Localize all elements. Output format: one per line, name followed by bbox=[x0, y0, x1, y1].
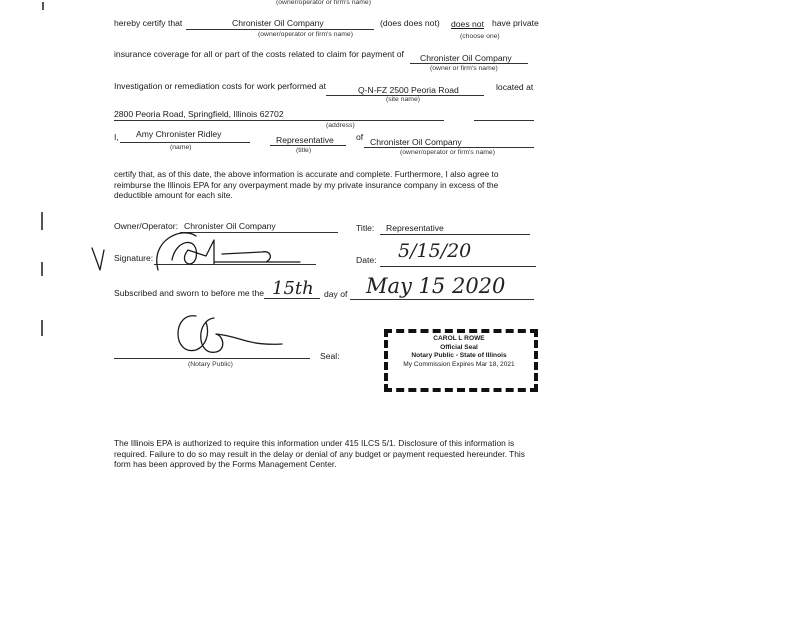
owner-value: Chronister Oil Company bbox=[184, 221, 276, 231]
seal-label: Seal: bbox=[320, 351, 340, 361]
sworn-day: 15th bbox=[272, 278, 314, 299]
date-value: 5/15/20 bbox=[398, 240, 472, 262]
i-prefix: I, bbox=[114, 132, 119, 142]
site-address: 2800 Peoria Road, Springfield, Illinois 62702 bbox=[114, 109, 284, 119]
sworn-label: Subscribed and sworn to before me the bbox=[114, 288, 265, 298]
day-of-label: day of bbox=[324, 289, 348, 299]
seal-line-1: CAROL L ROWE bbox=[433, 335, 485, 342]
row4-caption: (address) bbox=[326, 122, 355, 129]
date-label: Date: bbox=[356, 255, 377, 265]
have-private: have private bbox=[492, 18, 539, 28]
caption-title: (title) bbox=[296, 147, 312, 154]
seal-line-2: Official Seal bbox=[440, 343, 478, 351]
signer-title: Representative bbox=[276, 135, 334, 145]
certify-name: Chronister Oil Company bbox=[232, 18, 324, 28]
row3-caption: (site name) bbox=[386, 96, 420, 103]
located-at: located at bbox=[496, 82, 534, 92]
insurance-name: Chronister Oil Company bbox=[420, 53, 512, 63]
does-not-value: does not bbox=[451, 19, 484, 29]
investigation-prefix: Investigation or remediation costs for work performed at bbox=[114, 81, 327, 91]
owner-label: Owner/Operator: bbox=[114, 221, 178, 231]
title-label: Title: bbox=[356, 223, 375, 233]
signature-label: Signature: bbox=[114, 253, 154, 263]
of-label: of bbox=[356, 132, 364, 142]
punch-mark bbox=[41, 320, 43, 336]
site-name: Q-N-FZ 2500 Peoria Road bbox=[358, 85, 459, 95]
caption-company: (owner/operator or firm's name) bbox=[400, 149, 495, 156]
certification-paragraph: certify that, as of this date, the above information is accurate and complete. Furthermore, I also agree to reimburse the Illinois EPA for any overpayment made by my private insurance company in excess of the deductible amount for each site. bbox=[114, 169, 499, 201]
certify-prefix: hereby certify that bbox=[114, 18, 183, 28]
insurance-prefix: insurance coverage for all or part of the costs related to claim for payment of bbox=[114, 49, 404, 59]
owner-signature bbox=[92, 233, 300, 270]
signer-company: Chronister Oil Company bbox=[370, 137, 462, 147]
footer-disclosure: The Illinois EPA is authorized to require this information under 415 ILCS 5/1. Disclosure of this information is required. Failure to do so may result in the delay or denial of any budget or payment requested hereunder. This form has been approved by the Forms Management Center. bbox=[114, 438, 525, 470]
signer-name: Amy Chronister Ridley bbox=[136, 129, 222, 139]
does-choice: (does does not) bbox=[380, 18, 440, 28]
sworn-month: May 15 2020 bbox=[366, 274, 506, 298]
top-caption: (owner/operator or firm's name) bbox=[276, 0, 371, 6]
notary-caption: (Notary Public) bbox=[188, 361, 233, 368]
notary-signature bbox=[178, 316, 282, 353]
seal-line-3: Notary Public - State of Illinois bbox=[411, 352, 507, 360]
row2-caption: (owner or firm's name) bbox=[430, 65, 498, 72]
row1-caption2: (choose one) bbox=[460, 33, 500, 40]
title-value: Representative bbox=[386, 223, 444, 233]
row1-caption1: (owner/operator or firm's name) bbox=[258, 31, 353, 38]
punch-mark bbox=[42, 2, 44, 10]
punch-mark bbox=[41, 262, 43, 276]
punch-mark bbox=[41, 212, 43, 230]
seal-line-4: My Commission Expires Mar 18, 2021 bbox=[403, 360, 515, 368]
caption-name: (name) bbox=[170, 144, 192, 151]
